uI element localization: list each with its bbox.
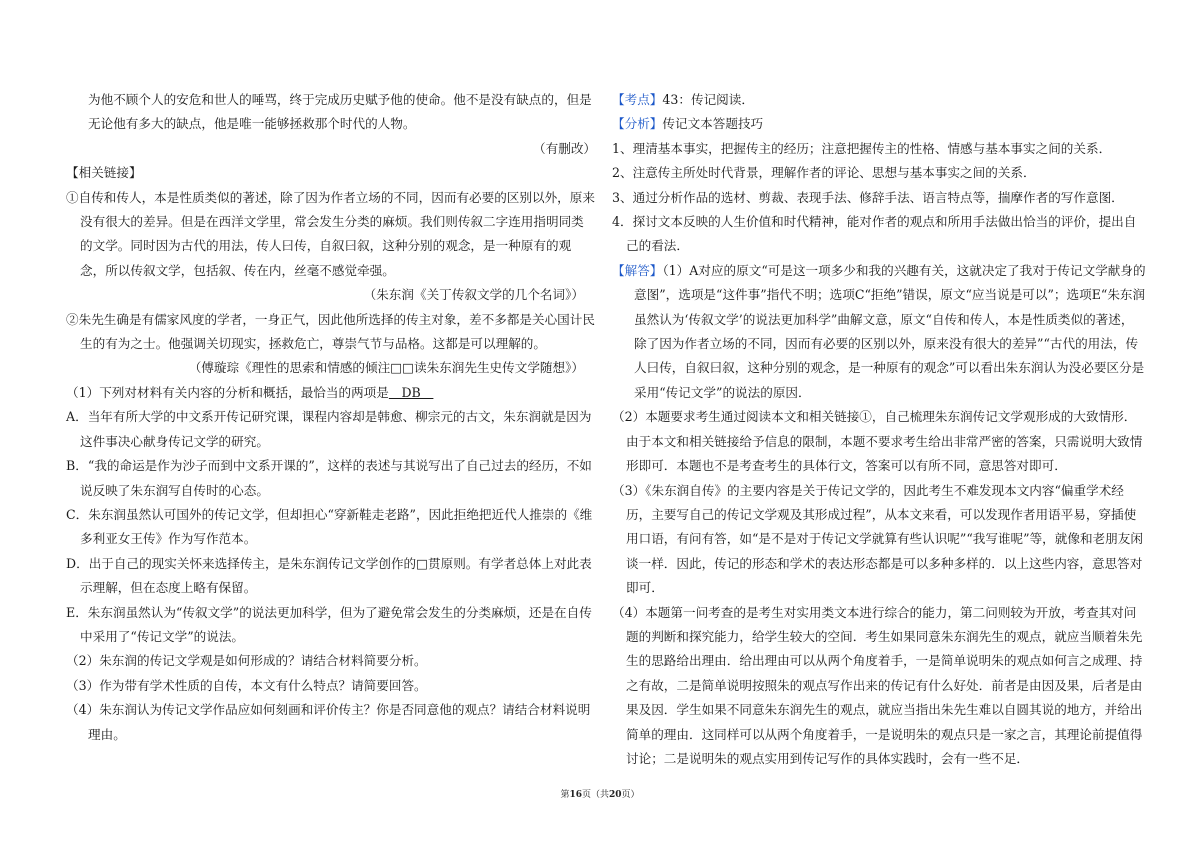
related-link-1: ①自传和传人，本是性质类似的著述，除了因为作者立场的不同，因而有必要的区别以外，原来没有很大的差异。但是在西洋文学里，常会发生分类的麻烦。我们则传叙二字连用指明同类的文学。同时因为古代的用法，传人曰传，自叙曰叙，这种分别的观念，是一种原有的观念，所以传叙文学，包括叙、传在内，丝毫不感觉牵强。 — [66, 189, 595, 278]
tip-4: 4．探讨文本反映的人生价值和时代精神，能对作者的观点和所用手法做出恰当的评价，提出自己的看法． — [612, 214, 1137, 254]
right-column — [612, 88, 1146, 771]
tip-1: 1、理清基本事实，把握传主的经历；注意把握传主的性格、情感与基本事实之间的关系． — [612, 140, 1112, 156]
question-1-answer: DB — [388, 384, 434, 400]
option-e: E．朱东润虽然认为“传叙文学”的说法更加科学，但为了避免常会发生的分类麻烦，还是在自传中采用了“传记文学”的说法。 — [66, 604, 592, 644]
question-2: （2）朱东润的传记文学观是如何形成的？请结合材料简要分析。 — [66, 653, 427, 669]
footer-post: 页） — [621, 790, 640, 800]
related-link-1-source: （朱东润《关丁传叙文学的几个名词》） — [363, 287, 584, 303]
tip-3: 3、通过分析作品的选材、剪裁、表现手法、修辞手法、语言特点等，揣摩作者的写作意图． — [612, 189, 1124, 205]
passage-ending: 为他不顾个人的安危和世人的唾骂，终于完成历史赋予他的使命。他不是没有缺点的，但是无论他有多大的缺点，他是唯一能够拯救那个时代的人物。 — [88, 92, 592, 132]
question-1 — [66, 381, 596, 405]
related-link-2-source: （傅璇琮《理性的思索和情感的倾注□□读朱东润先生史传文学随想》） — [188, 360, 584, 376]
option-a: A．当年有所大学的中文系开传记研究课，课程内容却是韩愈、柳宗元的古文，朱东润就是因为这件事决心献身传记文学的研究。 — [66, 409, 592, 449]
option-b: B．“我的命运是作为沙子而到中文系开课的”，这样的表述与其说写出了自己过去的经历，不如说反映了朱东润写自传时的心态。 — [66, 458, 592, 498]
answer-3: （3）《朱东润自传》的主要内容是关于传记文学的，因此考生不难发现本文内容“偏重学术经历，主要写自己的传记文学观及其形成过程”，从本文来看，可以发现作者用语平易，穿插使用口语，有问有答，如“是不是对于传记文学就算有些认识呢”“我写谁呢”等，就像和老朋友闲谈一样．因此，传记的形态和学术的表达形态都是可以多种多样的．以上这些内容，意思答对即可． — [612, 482, 1143, 596]
kaodian-text: 43：传记阅读． — [662, 92, 754, 107]
question-1-text: （1）下列对材料有关内容的分析和概括，最恰当的两项是 — [66, 384, 389, 400]
related-links-title: 【相关链接】 — [66, 165, 142, 181]
footer-pre: 第 — [560, 790, 570, 800]
answer-1-text: （1）A对应的原文“可是这一项多少和我的兴趣有关，这就决定了我对于传记文学献身的意图”，选项是“这件事”指代不明；选项C“拒绝”错误，原文“应当说是可以”；选项E“朱东润虽然认为‘传叙文学’的说法更加科学”曲解文意，原文“自传和传人，本是性质类似的著述，除了因为作者立场的不同，因而有必要的区别以外，原来没有很大的差异”“古代的用法，传人曰传，自叙曰叙，这种分别的观念，是一种原有的观念”可以看出朱东润认为没必要区分是采用“传记文学”的说法的原因． — [634, 262, 1146, 400]
passage-note: （有删改） — [533, 140, 596, 156]
answer-1 — [612, 259, 1146, 405]
kaodian-tag: 【考点】 — [612, 92, 663, 107]
answer-2: （2）本题要求考生通过阅读本文和相关链接①，自己梳理朱东润传记文学观形成的大致情形．由于本文和相关链接给予信息的限制，本题不要求考生给出非常严密的答案，只需说明大致情形即可．本题也不是考查考生的具体行文，答案可以有所不同，意思答对即可． — [612, 409, 1143, 474]
option-c: C．朱东润虽然认可国外的传记文学，但却担心“穿新鞋走老路”，因此拒绝把近代人推崇的《维多利亚女王传》作为写作范本。 — [66, 506, 593, 547]
question-4: （4）朱东润认为传记文学作品应如何刻画和评价传主？你是否同意他的观点？请结合材料说明理由。 — [66, 702, 591, 742]
footer-mid: 页（共 — [581, 790, 609, 800]
jieda-tag: 【解答】 — [612, 262, 663, 278]
fenxi-tag: 【分析】 — [612, 116, 663, 132]
kaodian-line — [612, 88, 1146, 112]
answer-4: （4）本题第一问考查的是考生对实用类文本进行综合的能力，第二问则较为开放，考查其对问题的判断和探究能力，给学生较大的空间．考生如果同意朱东润先生的观点，就应当顺着朱先生的思路给出理由．给出理由可以从两个角度着手，一是简单说明朱的观点如何言之成理、持之有故，二是简单说明按照朱的观点写作出来的传记有什么好处．前者是由因及果，后者是由果及因．学生如果不同意朱东润先生的观点，就应当指出朱先生难以自圆其说的地方，并给出简单的理由．这同样可以从两个角度着手，一是说明朱的观点只是一家之言，其理论前提值得讨论；二是说明朱的观点实用到传记写作的具体实践时，会有一些不足． — [612, 604, 1143, 766]
page-footer — [0, 789, 1200, 801]
question-3: （3）作为带有学术性质的自传，本文有什么特点？请简要回答。 — [66, 677, 427, 693]
option-d: D．出于自己的现实关怀来选择传主，是朱东润传记文学创作的□贯原则。有学者总体上对此表示理解，但在态度上略有保留。 — [66, 555, 592, 596]
tip-2: 2、注意传主所处时代背景，理解作者的评论、思想与基本事实之间的关系． — [612, 165, 1036, 181]
left-column — [66, 88, 596, 747]
fenxi-line — [612, 112, 1146, 136]
page-number: 16 — [569, 790, 582, 800]
page-total: 20 — [609, 790, 622, 800]
fenxi-text: 传记文本答题技巧 — [662, 116, 764, 132]
related-link-2: ②朱先生确是有儒家风度的学者，一身正气，因此他所选择的传主对象，差不多都是关心国计民生的有为之士。他强调关切现实，拯救危亡，尊崇气节与品格。这都是可以理解的。 — [66, 311, 595, 352]
